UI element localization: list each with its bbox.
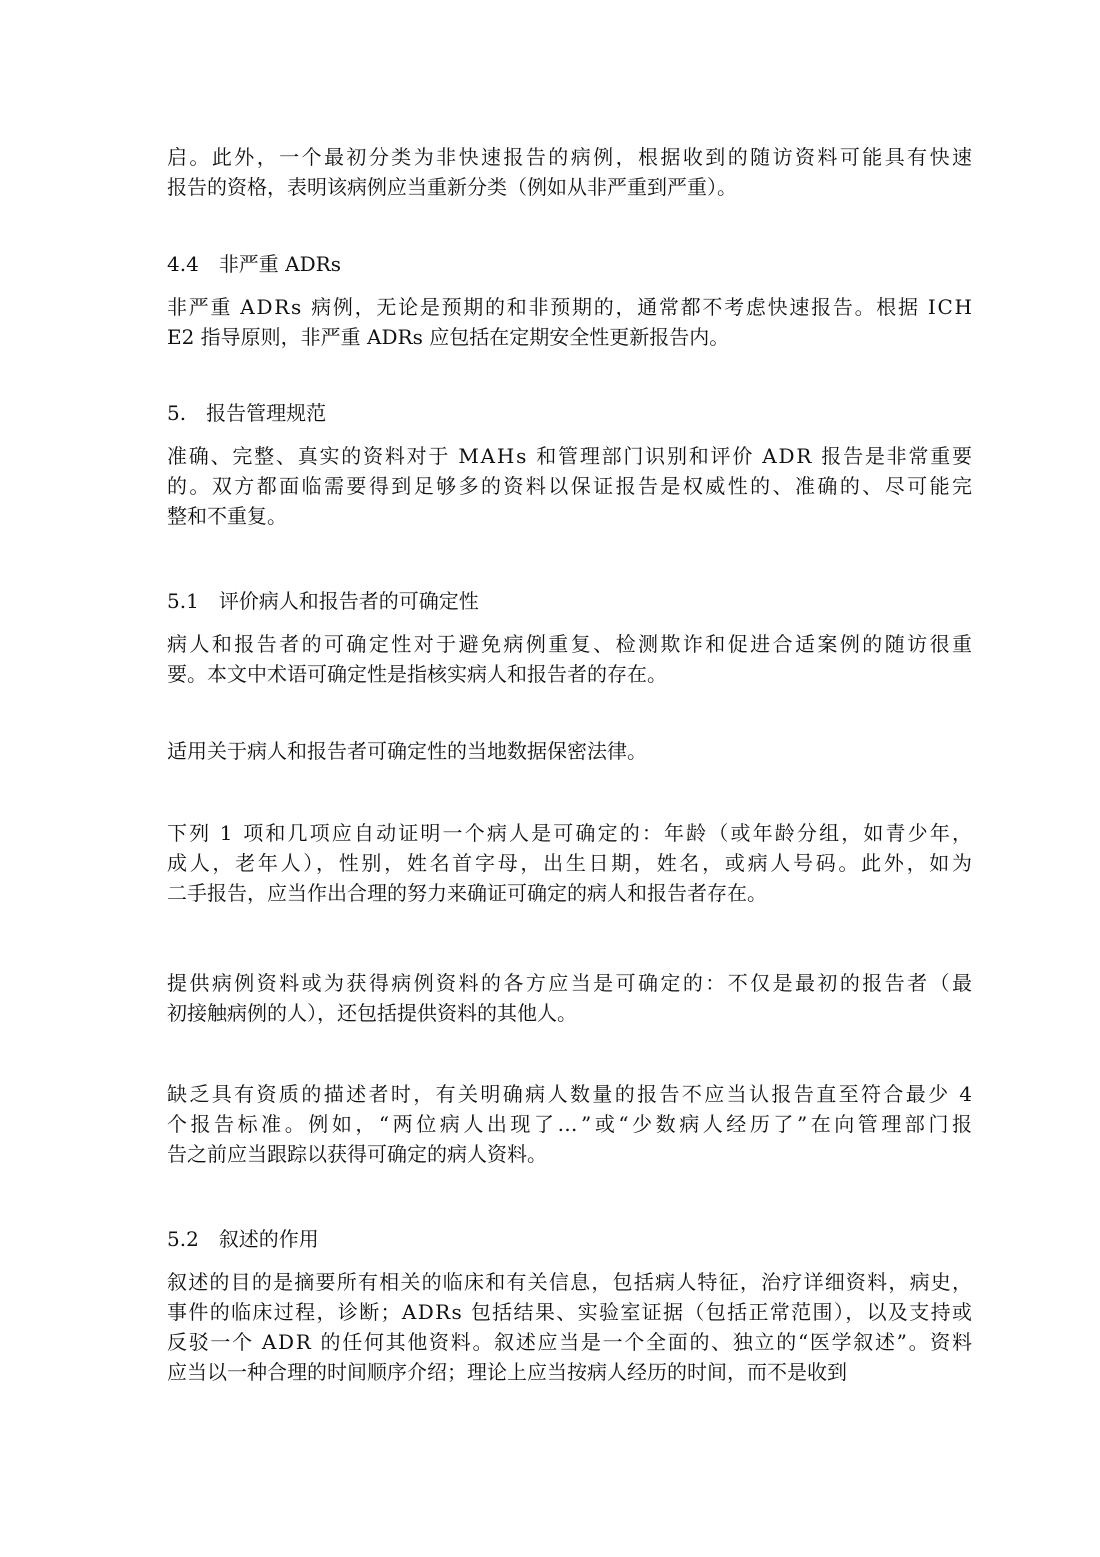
text-line: 适用关于病人和报告者可确定性的当地数据保密法律。 — [167, 739, 647, 763]
paragraph — [167, 1267, 972, 1387]
text-line: 初接触病例的人），还包括提供资料的其他人。 — [167, 1001, 577, 1025]
section-title: 非严重 ADRs — [218, 252, 341, 276]
section-number: 5.1 — [167, 589, 199, 613]
text-line: 事件的临床过程，诊断；ADRs 包括结果、实验室证据（包括正常范围），以及支持或 — [167, 1300, 974, 1324]
text-line: 成人，老年人），性别，姓名首字母，出生日期，姓名，或病人号码。此外，如为 — [167, 851, 975, 875]
paragraph — [167, 292, 972, 352]
text-line: 二手报告，应当作出合理的努力来确证可确定的病人和报告者存在。 — [167, 881, 767, 905]
paragraph — [167, 818, 975, 908]
paragraph — [167, 968, 975, 1028]
text-line: 缺乏具有资质的描述者时，有关明确病人数量的报告不应当认报告直至符合最少 4 — [167, 1082, 975, 1106]
text-line: 的。双方都面临需要得到足够多的资料以保证报告是权威性的、准确的、尽可能完 — [167, 474, 975, 498]
text-line: 要。本文中术语可确定性是指核实病人和报告者的存在。 — [167, 662, 667, 686]
section-number: 5.2 — [167, 1227, 199, 1251]
text-line: 准确、完整、真实的资料对于 MAHs 和管理部门识别和评价 ADR 报告是非常重要 — [167, 444, 974, 468]
paragraph — [167, 736, 972, 766]
section-heading — [167, 586, 972, 616]
text-line: 提供病例资料或为获得病例资料的各方应当是可确定的：不仅是最初的报告者（最 — [167, 971, 975, 995]
section-number: 4.4 — [167, 252, 199, 276]
text-line: 应当以一种合理的时间顺序介绍；理论上应当按病人经历的时间，而不是收到 — [167, 1360, 847, 1384]
text-line: 病人和报告者的可确定性对于避免病例重复、检测欺诈和促进合适案例的随访很重 — [167, 632, 975, 656]
paragraph — [167, 142, 975, 202]
text-line: 下列 1 项和几项应自动证明一个病人是可确定的：年龄（或年龄分组，如青少年， — [167, 821, 975, 845]
text-line: 非严重 ADRs 病例，无论是预期的和非预期的，通常都不考虑快速报告。根据 ICH — [167, 295, 974, 319]
section-heading — [167, 249, 972, 279]
text-line: 整和不重复。 — [167, 504, 287, 528]
section-number: 5. — [167, 401, 187, 425]
text-line: 个报告标准。例如，“两位病人出现了…”或“少数病人经历了”在向管理部门报 — [167, 1112, 976, 1136]
text-line: E2 指导原则，非严重 ADRs 应包括在定期安全性更新报告内。 — [167, 325, 730, 349]
paragraph — [167, 629, 975, 689]
text-line: 反驳一个 ADR 的任何其他资料。叙述应当是一个全面的、独立的“医学叙述”。资料 — [167, 1330, 974, 1354]
section-heading — [167, 1224, 972, 1254]
paragraph — [167, 441, 975, 531]
section-title: 评价病人和报告者的可确定性 — [218, 589, 479, 613]
section-title: 叙述的作用 — [218, 1227, 319, 1251]
text-line: 报告的资格，表明该病例应当重新分类（例如从非严重到严重）。 — [167, 175, 737, 199]
section-title: 报告管理规范 — [206, 401, 327, 425]
section-heading — [167, 398, 972, 428]
text-line: 告之前应当跟踪以获得可确定的病人资料。 — [167, 1142, 547, 1166]
text-line: 启。此外，一个最初分类为非快速报告的病例，根据收到的随访资料可能具有快速 — [167, 145, 975, 169]
paragraph — [167, 1079, 976, 1169]
text-line: 叙述的目的是摘要所有相关的临床和有关信息，包括病人特征，治疗详细资料，病史， — [167, 1270, 974, 1294]
